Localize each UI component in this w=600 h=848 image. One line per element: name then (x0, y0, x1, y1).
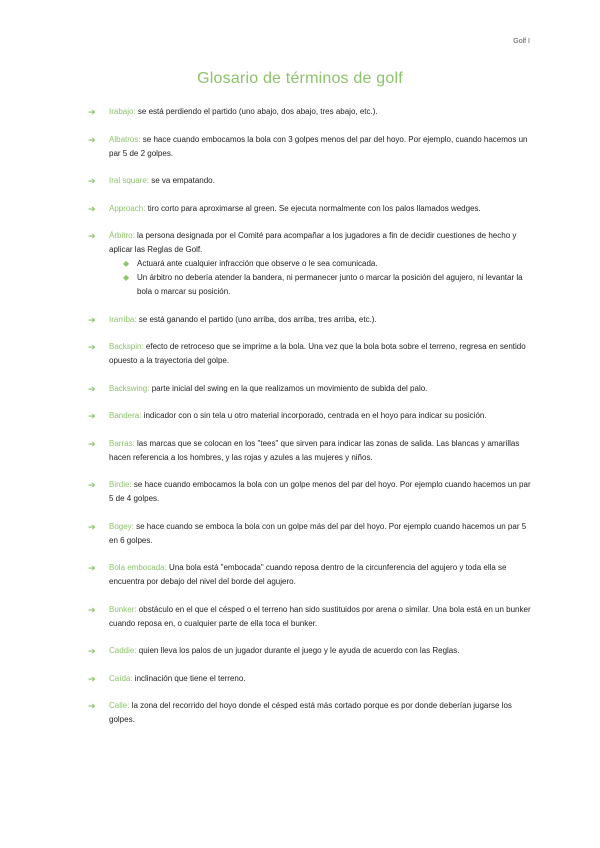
glossary-entry-bogey (88, 520, 534, 548)
glossary-entry-barras (88, 437, 534, 465)
entry-term: Backspin: (109, 342, 144, 351)
entry-definition: se hace cuando se emboca la bola con un golpe más del par del hoyo. Por ejemplo cuando hacemos un par 5 en 6 golpes. (109, 521, 527, 545)
arrow-right-icon: ➔ (88, 314, 96, 325)
arrow-right-icon: ➔ (88, 701, 96, 711)
diamond-icon: ◆ (123, 273, 130, 282)
glossary-entry-bunker (88, 603, 534, 631)
sub-item-text: Un árbitro no debería atender la bandera, ni permanecer junto o marcar la posición del agujero, ni levantar la bola o marcar su posición. (137, 273, 523, 296)
sub-item-text: Actuará ante cualquier infracción que observe o le sea comunicada. (137, 259, 378, 268)
arrow-right-icon: ➔ (88, 411, 96, 421)
entry-definition: efecto de retroceso que se imprime a la bola. Una vez que la bola bota sobre el terreno, regresa en sentido opuesto a la trayectoria del golpe. (109, 342, 526, 365)
entry-term: Bola embocada: (109, 563, 167, 572)
entry-definition: la persona designada por el Comité para acompañar a los jugadores a fin de decidir cuestiones de hecho y aplicar las Reglas de Golf. (109, 231, 517, 254)
arrow-right-icon: ➔ (88, 176, 96, 186)
diamond-icon: ◆ (123, 259, 130, 268)
entry-definition: se está perdiendo el partido (uno abajo, dos abajo, tres abajo, etc.). (135, 107, 378, 116)
entry-definition: las marcas que se colocan en los "tees" que sirven para indicar las zonas de salida. Las blancas y amarillas hacen referencia a los hombres, y las rojas y azules a las mujeres y niños. (109, 438, 520, 462)
header-label: Golf I (513, 38, 530, 45)
glossary-entry-caida (88, 672, 534, 686)
entry-definition: tiro corto para aproximarse al green. Se ejecuta normalmente con los palos llamados wedges. (145, 203, 481, 213)
entry-term: Bandera: (109, 411, 142, 420)
entry-definition: la zona del recorrido del hoyo donde el césped está más cortado porque es por donde deberían jugarse los golpes. (109, 701, 512, 724)
entry-term: Approach: (109, 203, 146, 213)
arrow-right-icon: ➔ (88, 646, 96, 656)
entry-term: Birdie: (109, 480, 132, 489)
arrow-right-icon: ➔ (88, 107, 96, 117)
glossary-entry-albatros (88, 133, 534, 161)
entry-definition: Una bola está "embocada" cuando reposa dentro de la circunferencia del agujero y toda ella se encuentra por debajo del nivel del borde del agujero. (109, 563, 507, 586)
entry-term: Árbitro: (109, 231, 135, 240)
entry-definition: se hace cuando embocamos la bola con un golpe menos del par del hoyo. Por ejemplo cuando hacemos un par 5 de 4 golpes. (109, 480, 531, 503)
glossary-entry-approach (88, 202, 534, 216)
entry-definition: obstáculo en el que el césped o el terreno han sido sustituidos por arena o similar. Una bola está en un bunker cuando reposa en, o cualquier parte de ella toca el bunker. (109, 604, 531, 628)
entry-term: Caída: (109, 673, 133, 683)
entry-definition: parte inicial del swing en la que realizamos un movimiento de subida del palo. (149, 383, 428, 393)
arrow-right-icon: ➔ (88, 134, 96, 145)
arrow-right-icon: ➔ (88, 604, 96, 615)
entry-term: Backswing: (109, 383, 150, 393)
entry-term: Irarriba: (109, 314, 137, 324)
entry-term: Albatros: (109, 134, 141, 144)
entry-term: Irabajo: (109, 107, 136, 116)
page-title: Glosario de términos de golf (197, 70, 403, 87)
glossary-list (88, 105, 534, 741)
entry-term: Bunker: (109, 604, 137, 614)
arrow-right-icon: ➔ (88, 563, 96, 573)
arrow-right-icon: ➔ (88, 438, 96, 449)
glossary-entry-bola-embocada (88, 561, 534, 589)
glossary-entry-backspin (88, 340, 534, 368)
sub-list (109, 257, 534, 299)
entry-term: Barras: (109, 438, 135, 448)
entry-definition: inclinación que tiene el terreno. (132, 673, 246, 683)
glossary-entry-calle (88, 699, 534, 727)
sub-list-item (123, 271, 534, 299)
entry-definition: quien lleva los palos de un jugador durante el juego y le ayuda de acuerdo con las Reglas. (136, 646, 460, 655)
arrow-right-icon: ➔ (88, 383, 96, 394)
arrow-right-icon: ➔ (88, 231, 96, 241)
glossary-entry-birdie (88, 478, 534, 506)
arrow-right-icon: ➔ (88, 673, 96, 684)
glossary-entry-backswing (88, 382, 534, 396)
glossary-entry-irarriba (88, 313, 534, 327)
glossary-entry-iral-square (88, 174, 534, 188)
entry-definition: se hace cuando embocamos la bola con 3 golpes menos del par del hoyo. Por ejemplo, cuando hacemos un par 5 de 2 golpes. (109, 134, 528, 158)
entry-term: Caddie: (109, 646, 137, 655)
entry-term: Calle: (109, 701, 130, 710)
glossary-entry-caddie (88, 644, 534, 658)
arrow-right-icon: ➔ (88, 480, 96, 490)
entry-definition: se está ganando el partido (uno arriba, dos arriba, tres arriba, etc.). (136, 314, 377, 324)
arrow-right-icon: ➔ (88, 203, 96, 214)
glossary-entry-arbitro (88, 229, 534, 299)
sub-list-item (123, 257, 534, 271)
arrow-right-icon: ➔ (88, 342, 96, 352)
glossary-entry-irabajo (88, 105, 534, 119)
arrow-right-icon: ➔ (88, 521, 96, 532)
entry-term: Iral square: (109, 176, 150, 185)
entry-definition: indicador con o sin tela u otro material incorporado, centrada en el hoyo para indicar su posición. (141, 411, 487, 420)
glossary-entry-bandera (88, 409, 534, 423)
entry-term: Bogey: (109, 521, 134, 531)
entry-definition: se va empatando. (149, 176, 215, 185)
